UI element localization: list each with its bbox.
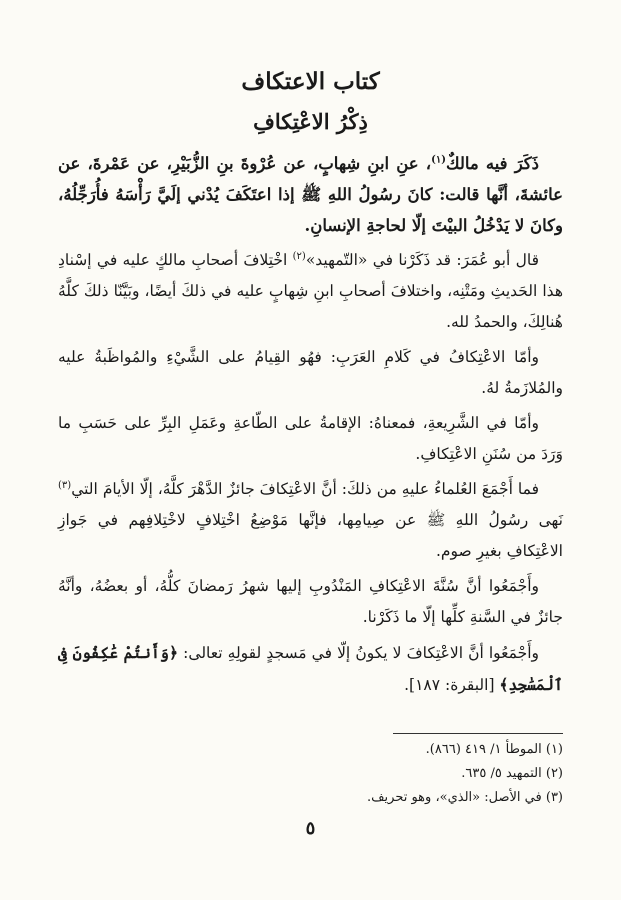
hadith-text-1: ذَكَرَ فيه مالكٌ [445,154,539,173]
ijma-paragraph-1 [58,474,563,567]
abu-umar-paragraph [58,245,563,338]
ijma1-text-2: نَهى رسُولُ اللهِ ﷺ عن صِيامِها، فإنَّها مَوْضِعُ اخْتِلافٍ لاخْتِلافِهم في جَوازِ الاعْتِكافِ بغيرِ صوم. [58,511,563,560]
footnote-3: (٣) في الأصل: «الذي»، وهو تحريف. [366,790,563,805]
page-number: ٥ [305,818,316,839]
abu-umar-text-1: قال أبو عُمَرَ: قد ذَكَرْنا في «التّمهيد» [305,251,539,269]
ijma3-text-1: وأَجْمَعُوا أنَّ الاعْتِكافَ لا يكونُ إلّا في مَسجدٍ لقولِهِ تعالى: [178,644,539,662]
abu-umar-text-2: اخْتِلافَ أصحابِ مالكٍ عليه في إسْنادِ هذا الحَديثِ ومَتْنِه، واختلافَ أصحابِ ابنِ شِهابٍ عليه في ذلكَ أيضًا، وبَيَّنّا ذلكَ كلَّهُ هُنالِكَ، والحمدُ لله. [58,251,563,331]
ijma1-text-1: فما أَجْمَعَ العُلماءُ عليهِ من ذلكَ: أنَّ الاعْتِكافَ جائزٌ الدَّهْرَ كلَّهُ، إلّا الأيامَ التي [71,480,539,498]
footnote-ref-3[interactable]: (٣) [58,479,72,491]
quran-verse: ﴿وَأَنتُمْ عَٰكِفُونَ فِى ٱلْمَسَٰجِدِ﴾ [58,643,563,694]
footnote-1: (١) الموطأ ١/ ٤١٩ (٨٦٦). [425,742,563,757]
ijma-paragraph-2: وأَجْمَعُوا أنَّ سُنَّةَ الاعْتِكافِ المَنْدُوبِ إليها شهرُ رَمضانَ كلُّهُ، أو بعضُهُ، وأنَّهُ جائزٌ في السَّنةِ كلِّها إلّا ما ذَكَرْنا. [58,577,563,626]
hadith-paragraph [58,148,563,241]
ijma3-text-2: [البقرة: ١٨٧]. [404,676,500,694]
footnotes [58,738,563,810]
footnote-divider [393,733,563,734]
hadith-text-2: ، عنِ ابنِ شِهابٍ، عن عُرْوةَ بنِ الزُّبَيْرِ، عن عَمْرةَ، عن عائشةَ، أنَّها قالت: كانَ رسُولُ اللهِ ﷺ إذا اعتَكَفَ يُدْني إلَيَّ رَأْسَهُ فأُرَجِّلُهُ، وكانَ لا يَدْخُلُ البيْتَ إلّا لحاجةِ الإنسانِ. [58,154,563,235]
footnote-ref-1[interactable]: (١) [431,154,446,166]
sharia-paragraph: وأمّا في الشَّرِيعةِ، فمعناهُ: الإقامةُ على الطّاعةِ وعَمَلِ البِرِّ على حَسَبِ ما وَرَدَ من سُنَنِ الاعْتِكافِ. [58,414,563,463]
footnote-ref-2[interactable]: (٢) [292,250,306,262]
ijma-paragraph-3 [58,637,563,701]
lugha-paragraph: وأمّا الاعْتِكافُ في كَلامِ العَرَبِ: فهُو القِيامُ على الشَّيْءِ والمُواظَبةُ عليه والمُلازَمةُ لهُ. [58,348,563,397]
book-title: كتاب الاعتكاف [241,68,380,95]
footnote-2: (٢) التمهيد ٥/ ٦٣٥. [461,766,563,781]
section-title: ذِكْرُ الاعْتِكافِ [253,109,368,134]
